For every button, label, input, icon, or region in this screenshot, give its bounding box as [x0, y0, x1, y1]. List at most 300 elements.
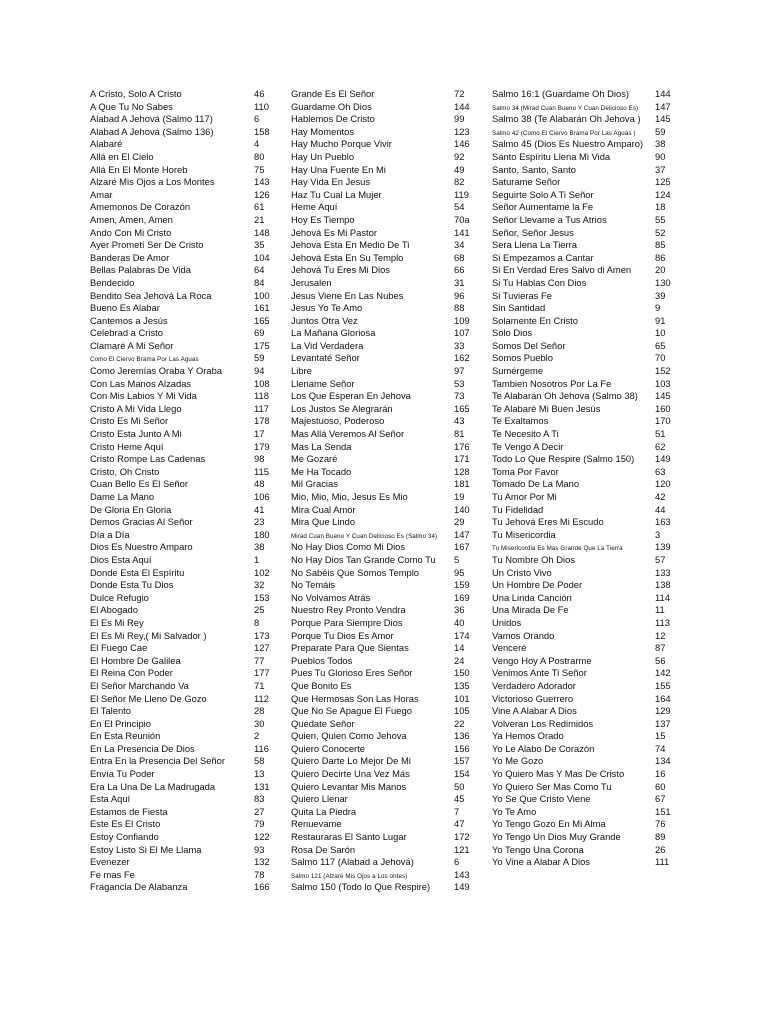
index-entry: [90, 541, 265, 554]
song-title: Salmo 34 (Mirad Cuan Bueno Y Cuan Delicioso Es): [492, 104, 639, 112]
song-title: Jehová Es Mi Pastor: [291, 226, 377, 238]
song-number: 126: [254, 188, 270, 200]
song-number: 149: [454, 881, 470, 893]
index-entry: [492, 717, 671, 731]
song-number: 14: [454, 642, 465, 654]
index-entry: [291, 516, 465, 529]
index-entry: [90, 201, 265, 214]
index-entry: [291, 579, 470, 592]
index-entry: [291, 591, 470, 605]
song-title: Era La Una De La Madrugada: [90, 780, 216, 792]
song-number: 40: [454, 616, 465, 628]
song-number: 157: [454, 755, 470, 767]
index-entry: [492, 239, 666, 252]
index-column-1: [90, 88, 270, 894]
song-title: Yo Tengo Gozo En Mi Alma: [492, 818, 606, 830]
song-title: Te Necesito A Ti: [492, 428, 559, 440]
song-number: 103: [655, 377, 671, 389]
index-entry: [90, 604, 265, 617]
song-title: Vengo Hoy A Postrarme: [492, 654, 592, 666]
song-number: 66: [454, 264, 465, 276]
song-title: Yo Quiero Mas Y Mas De Cristo: [492, 768, 625, 780]
song-number: 58: [254, 755, 265, 767]
index-entry: [90, 264, 265, 277]
song-number: 100: [254, 289, 270, 301]
song-number: 92: [454, 150, 465, 162]
song-number: 169: [454, 591, 470, 603]
song-number: 125: [655, 176, 671, 188]
song-number: 28: [254, 705, 265, 717]
song-title: Salmo 38 (Te Alabarán Oh Jehova ): [492, 113, 641, 125]
song-number: 150: [454, 667, 470, 679]
index-entry: [291, 831, 470, 844]
index-entry: [492, 440, 666, 454]
song-number: 25: [254, 604, 265, 616]
song-title: Mira Que Lindo: [291, 516, 356, 528]
song-title: Quedate Señor: [291, 717, 355, 729]
index-entry: [90, 831, 270, 844]
index-entry: [90, 692, 269, 706]
song-number: 71: [254, 679, 265, 691]
song-number: 60: [655, 780, 666, 792]
index-entry: [492, 289, 666, 303]
song-title: Celebrad a Cristo: [90, 327, 163, 339]
song-title: Rosa De Sarón: [291, 843, 356, 855]
song-title: Si Empezamos a Cantar: [492, 251, 594, 263]
song-number: 124: [655, 188, 671, 200]
index-entry: [492, 692, 671, 706]
song-number: 171: [454, 453, 470, 465]
song-number: 72: [454, 88, 465, 99]
song-number: 142: [655, 667, 671, 679]
song-number: 144: [454, 100, 470, 112]
index-entry: [492, 339, 666, 353]
index-entry: [90, 881, 270, 894]
song-number: 146: [454, 138, 470, 150]
index-entry: [90, 553, 260, 567]
index-entry: [492, 642, 666, 655]
song-title: En La Presencia De Dios: [90, 742, 195, 754]
song-title: Jehová Tu Eres Mi Dios: [291, 264, 390, 276]
song-title: El Abogado: [90, 604, 138, 616]
index-entry: [492, 516, 671, 529]
index-entry: [492, 314, 666, 328]
song-number: 38: [254, 541, 265, 553]
song-title: Los Justos Se Alegrarán: [291, 402, 393, 414]
song-title: Salmo 42 (Como El Ciervo Brama Por Las Aguas ): [492, 129, 636, 137]
index-entry: [90, 843, 265, 857]
index-entry: [90, 629, 270, 643]
song-title: Yo Te Amo: [492, 805, 537, 817]
index-entry: [291, 818, 465, 831]
song-title: No Volvamos Atrás: [291, 591, 371, 603]
song-number: 159: [454, 579, 470, 591]
song-title: Fragancia De Alabanza: [90, 881, 188, 893]
song-title: Todo Lo Que Respire (Salmo 150): [492, 453, 635, 465]
song-title: Cristo Rompe Las Cadenas: [90, 453, 206, 465]
index-entry: [90, 566, 270, 580]
song-title: No Temáis: [291, 579, 336, 591]
index-entry: [90, 805, 265, 819]
song-number: 35: [254, 239, 265, 251]
song-title: Hablemos De Cristo: [291, 113, 375, 125]
song-number: 43: [454, 415, 465, 427]
song-number: 6: [254, 113, 260, 125]
song-title: Pues Tu Glorioso Eres Señor: [291, 667, 413, 679]
song-title: Solo Dios: [492, 327, 533, 339]
song-number: 160: [655, 402, 671, 414]
song-title: Clamaré A Mi Señor: [90, 339, 174, 351]
index-entry: [90, 642, 270, 655]
song-number: 130: [655, 276, 671, 288]
song-number: 106: [254, 491, 270, 502]
index-entry: [291, 176, 465, 189]
index-entry: [492, 138, 666, 151]
song-title: Cristo Es Mi Señor: [90, 415, 169, 427]
song-number: 96: [454, 289, 465, 301]
index-entry: [492, 453, 671, 466]
song-number: 143: [254, 176, 270, 188]
index-entry: [291, 377, 465, 391]
index-entry: [492, 503, 666, 517]
index-entry: [90, 125, 270, 139]
index-entry: [90, 793, 265, 806]
song-number: 39: [655, 289, 666, 301]
song-number: 165: [454, 402, 470, 414]
song-title: Libre: [291, 365, 312, 377]
index-entry: [291, 365, 465, 378]
song-number: 9: [655, 302, 661, 314]
index-entry: [492, 579, 671, 592]
song-title: Cantemos a Jesús: [90, 314, 168, 326]
song-number: 80: [254, 150, 265, 162]
song-title: En El Principio: [90, 717, 151, 729]
song-number: 138: [655, 579, 671, 591]
index-entry: [492, 465, 666, 479]
index-entry: [90, 113, 260, 126]
index-entry: [291, 805, 460, 819]
index-entry: [90, 239, 265, 252]
song-title: Alabad A Jehová (Salmo 117): [90, 113, 213, 125]
song-number: 49: [454, 163, 465, 175]
song-title: Donde Esta Tu Dios: [90, 579, 174, 591]
song-number: 164: [655, 692, 671, 704]
song-title: Tomado De La Mano: [492, 478, 580, 490]
song-title: Nuestro Rey Pronto Vendra: [291, 604, 406, 616]
song-number: 74: [655, 742, 666, 754]
index-entry: [291, 390, 465, 403]
index-entry: [291, 478, 470, 491]
song-title: Vine A Alabar A Dios: [492, 705, 577, 717]
song-title: Donde Esta El Espíritu: [90, 566, 185, 578]
song-number: 123: [454, 125, 470, 137]
song-title: Este Es El Cristo: [90, 818, 161, 830]
index-entry: [291, 780, 465, 794]
index-entry: [90, 780, 270, 794]
song-title: Un Cristo Vivo: [492, 566, 552, 578]
song-title: Ya Hemos Orado: [492, 730, 564, 742]
song-number: 69: [254, 327, 265, 339]
song-number: 137: [655, 717, 671, 729]
song-number: 77: [254, 654, 265, 666]
song-number: 154: [454, 768, 470, 780]
index-entry: [90, 213, 265, 227]
index-entry: [492, 402, 671, 416]
index-entry: [492, 742, 666, 756]
index-entry: [492, 188, 671, 202]
song-title: Yo Se Que Cristo Viene: [492, 793, 591, 805]
song-title: Tu Nombre Oh Dios: [492, 553, 576, 565]
index-entry: [90, 516, 265, 529]
index-entry: [291, 667, 470, 680]
song-number: 52: [655, 226, 666, 238]
song-number: 112: [254, 692, 269, 704]
song-number: 26: [655, 843, 666, 855]
index-entry: [291, 528, 470, 542]
song-number: 162: [454, 352, 470, 364]
song-title: Jerusalen: [291, 276, 332, 288]
song-title: Entra En la Presencia Del Señor: [90, 755, 225, 767]
song-number: 87: [655, 642, 666, 654]
index-entry: [90, 491, 270, 504]
song-title: Hay Vida En Jesus: [291, 176, 371, 188]
index-entry: [90, 390, 269, 403]
index-entry: [90, 428, 265, 441]
index-entry: [291, 188, 469, 202]
song-number: 128: [454, 465, 470, 477]
song-number: 12: [655, 629, 666, 641]
index-entry: [492, 390, 671, 403]
song-title: Fe mas Fe: [90, 868, 135, 880]
index-entry: [90, 818, 265, 831]
index-entry: [492, 377, 671, 391]
song-number: 145: [655, 113, 671, 125]
index-entry: [90, 440, 270, 454]
index-entry: [291, 289, 465, 303]
index-entry: [291, 465, 470, 479]
index-entry: [90, 465, 269, 479]
song-number: 118: [254, 390, 269, 402]
song-title: Mira Cual Amor: [291, 503, 356, 515]
song-title: El Reina Con Poder: [90, 667, 173, 679]
song-title: Vamos Orando: [492, 629, 555, 641]
index-entry: [90, 302, 270, 315]
song-number: 54: [454, 201, 465, 213]
index-entry: [492, 553, 666, 567]
song-number: 102: [254, 566, 270, 578]
index-entry: [291, 604, 465, 617]
song-title: Solamente En Cristo: [492, 314, 578, 326]
song-number: 23: [254, 516, 265, 528]
song-title: Dulce Refugio: [90, 591, 149, 603]
song-title: Te Alabaré Mi Buen Jesús: [492, 402, 601, 414]
index-entry: [90, 150, 265, 164]
song-title: Amemonos De Corazón: [90, 201, 191, 213]
index-entry: [291, 730, 470, 743]
song-number: 8: [254, 616, 260, 628]
index-entry: [90, 188, 270, 202]
index-entry: [90, 88, 265, 101]
song-number: 129: [655, 705, 671, 717]
song-title: Jehova Esta En Medio De Ti: [291, 239, 410, 251]
index-entry: [90, 654, 265, 668]
song-number: 136: [454, 730, 470, 742]
song-title: Amen, Amen, Amen: [90, 213, 173, 225]
index-entry: [492, 415, 671, 428]
song-number: 120: [655, 478, 671, 490]
song-number: 179: [254, 440, 270, 452]
song-title: Hay Una Fuente En Mi: [291, 163, 386, 175]
song-title: Como El Ciervo Brama Por Las Aguas: [90, 356, 199, 364]
index-entry: [291, 793, 465, 806]
song-title: Que Bonito Es: [291, 679, 352, 691]
song-number: 44: [655, 503, 666, 515]
song-title: La Mañana Gloriosa: [291, 327, 376, 339]
index-entry: [291, 629, 470, 643]
song-number: 172: [454, 831, 470, 843]
song-title: Mas La Senda: [291, 440, 352, 452]
index-entry: [492, 591, 670, 605]
index-entry: [291, 553, 460, 567]
song-title: A Que Tu No Sabes: [90, 100, 173, 112]
song-title: Victorioso Guerrero: [492, 692, 574, 704]
index-entry: [291, 150, 465, 164]
index-entry: [492, 302, 661, 315]
index-entry: [291, 113, 465, 126]
song-number: 93: [254, 843, 265, 855]
song-title: Hoy Es Tiempo: [291, 213, 355, 225]
song-number: 101: [454, 692, 470, 704]
index-entry: [90, 377, 270, 391]
song-number: 147: [454, 528, 470, 540]
index-entry: [90, 415, 270, 428]
song-number: 166: [254, 881, 270, 893]
song-number: 84: [254, 276, 265, 288]
song-number: 98: [254, 453, 265, 465]
song-number: 16: [655, 768, 666, 780]
song-number: 83: [254, 793, 265, 805]
index-entry: [291, 428, 465, 441]
song-number: 61: [254, 201, 265, 213]
song-title: Que Hermosas Son Las Horas: [291, 692, 419, 704]
song-title: Ando Con Mi Cristo: [90, 226, 172, 238]
song-number: 13: [254, 768, 265, 780]
song-title: El Señor Me Lleno De Gozo: [90, 692, 207, 704]
song-title: Seguirte Solo A Ti Señor: [492, 188, 594, 200]
song-title: La Vid Verdadera: [291, 339, 364, 351]
song-title: Sera Llena La Tierra: [492, 239, 577, 251]
index-entry: [492, 667, 671, 680]
song-number: 163: [655, 516, 671, 528]
song-number: 2: [254, 730, 260, 742]
index-entry: [492, 730, 666, 743]
index-entry: [492, 491, 666, 504]
song-number: 165: [254, 314, 270, 326]
song-title: Evenezer: [90, 856, 130, 868]
song-number: 151: [655, 805, 671, 817]
index-entry: [90, 314, 270, 328]
song-title: Yo Le Alabo De Corazón: [492, 742, 595, 754]
song-number: 144: [655, 88, 671, 99]
song-title: Una Mirada De Fe: [492, 604, 569, 616]
song-title: Me Gozaré: [291, 453, 338, 465]
index-entry: [90, 755, 265, 768]
song-title: Estoy Confiando: [90, 831, 159, 843]
song-number: 135: [454, 679, 470, 691]
index-entry: [90, 276, 265, 290]
index-entry: [291, 226, 470, 240]
song-number: 141: [454, 226, 470, 238]
song-number: 109: [454, 314, 470, 326]
song-number: 145: [655, 390, 671, 402]
index-entry: [90, 705, 265, 718]
song-number: 174: [454, 629, 470, 641]
song-title: El Es Mi Rey: [90, 616, 144, 628]
song-title: Dame La Mano: [90, 491, 155, 502]
song-number: 47: [454, 818, 465, 830]
song-title: Quiero Darte Lo Mejor De Mi: [291, 755, 411, 767]
song-number: 167: [454, 541, 470, 553]
song-number: 3: [655, 528, 661, 540]
song-number: 85: [655, 239, 666, 251]
index-entry: [90, 742, 269, 756]
song-number: 110: [254, 100, 269, 112]
song-number: 67: [655, 793, 666, 805]
song-title: Tambien Nosotros Por La Fe: [492, 377, 612, 389]
song-title: Guardame Oh Dios: [291, 100, 372, 112]
song-title: El Es Mi Rey,( Mi Salvador ): [90, 629, 207, 641]
song-title: Día a Día: [90, 528, 130, 540]
song-number: 22: [454, 717, 465, 729]
song-number: 111: [655, 856, 670, 868]
index-entry: [90, 163, 265, 177]
song-number: 148: [254, 226, 270, 238]
index-entry: [492, 478, 671, 491]
song-number: 46: [254, 88, 265, 99]
index-entry: [90, 679, 265, 693]
index-entry: [90, 100, 269, 114]
song-title: Te Exaltamos: [492, 415, 549, 427]
song-title: Te Alabarán Oh Jehova (Salmo 38): [492, 390, 638, 402]
index-entry: [291, 491, 465, 504]
song-number: 53: [454, 377, 465, 389]
index-entry: [291, 251, 465, 265]
song-title: Como Jeremías Oraba Y Oraba: [90, 365, 223, 377]
index-entry: [90, 717, 265, 731]
song-number: 15: [655, 730, 666, 742]
song-number: 143: [454, 868, 470, 880]
song-number: 59: [655, 125, 666, 137]
index-entry: [492, 327, 666, 340]
song-number: 59: [254, 352, 265, 364]
song-title: Toma Por Favor: [492, 465, 559, 477]
song-title: Bellas Palabras De Vida: [90, 264, 191, 276]
song-title: Amar: [90, 188, 113, 200]
song-number: 19: [454, 491, 465, 502]
index-entry: [90, 868, 265, 882]
song-title: Mio, Mio, Mio, Jesus Es Mio: [291, 491, 408, 502]
index-entry: [492, 176, 671, 189]
song-number: 62: [655, 440, 666, 452]
index-entry: [90, 365, 265, 378]
song-title: Yo Tengo Una Corona: [492, 843, 584, 855]
song-title: Si Tuvieras Fe: [492, 289, 552, 301]
index-entry: [90, 730, 260, 743]
index-entry: [90, 176, 270, 189]
song-title: Levantaté Señor: [291, 352, 360, 364]
song-number: 94: [254, 365, 265, 377]
song-number: 158: [254, 125, 270, 137]
